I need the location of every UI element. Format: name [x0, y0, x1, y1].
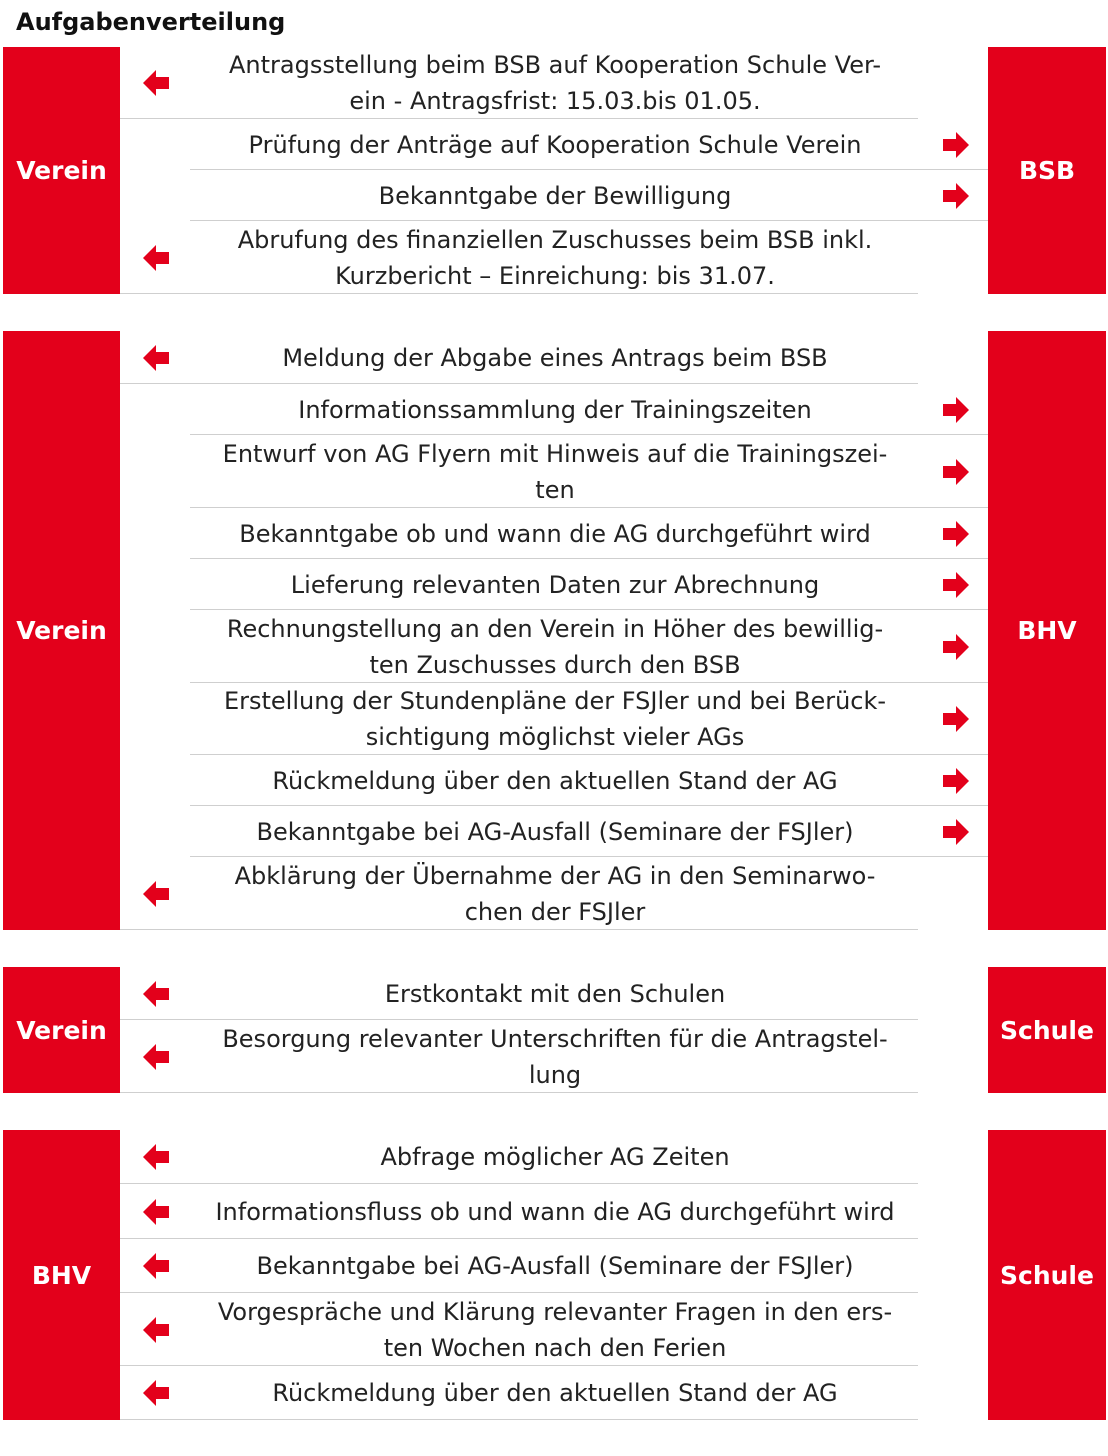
flow-block — [0, 967, 1108, 1093]
arrow-right-icon — [941, 633, 971, 661]
task-row — [190, 857, 920, 930]
arrow-left-icon — [141, 1316, 171, 1344]
arrow-left-icon — [141, 244, 171, 272]
task-row — [190, 967, 920, 1020]
task-row — [190, 755, 920, 806]
arrow-left-icon — [141, 980, 171, 1008]
row-divider — [120, 1419, 918, 1420]
task-text: Lieferung relevanten Daten zur Abrechnung — [290, 570, 820, 599]
task-text: Antragsstellung beim BSB auf Kooperation Schule Ver- ein - Antragsfrist: 15.03.bis 01.05. — [228, 51, 881, 115]
right-party-label: Schule — [988, 1130, 1106, 1420]
arrow-right-icon — [941, 182, 971, 210]
task-text: Bekanntgabe ob und wann die AG durchgeführt wird — [239, 519, 871, 548]
task-text: Bekanntgabe bei AG-Ausfall (Seminare der FSJler) — [256, 817, 854, 846]
task-text: Abklärung der Übernahme der AG in den Seminarwo- chen der FSJler — [234, 861, 876, 926]
task-row — [190, 559, 920, 610]
task-row — [190, 610, 920, 683]
task-text: Erstkontakt mit den Schulen — [384, 979, 726, 1008]
arrow-left-icon — [141, 69, 171, 97]
arrow-right-icon — [941, 396, 971, 424]
arrow-right-icon — [941, 767, 971, 795]
task-row — [190, 384, 920, 435]
task-row — [190, 221, 920, 294]
task-text: Informationssammlung der Trainingszeiten — [298, 395, 812, 424]
left-party-label: Verein — [3, 331, 120, 930]
task-text: Abfrage möglicher AG Zeiten — [380, 1143, 730, 1171]
task-row — [190, 331, 920, 384]
task-text: Entwurf von AG Flyern mit Hinweis auf die Trainingszei- ten — [222, 439, 888, 504]
task-text: Prüfung der Anträge auf Kooperation Schule Verein — [248, 130, 862, 159]
left-party-label: Verein — [3, 47, 120, 294]
task-text: Rechnungstellung an den Verein in Höher des bewillig- ten Zuschusses durch den BSB — [226, 614, 884, 679]
arrow-left-icon — [141, 1143, 171, 1171]
left-party-label: BHV — [3, 1130, 120, 1420]
row-divider — [120, 929, 918, 930]
right-party-label: BSB — [988, 47, 1106, 294]
task-text: Bekanntgabe bei AG-Ausfall (Seminare der FSJler) — [256, 1252, 854, 1280]
arrow-right-icon — [941, 818, 971, 846]
arrow-right-icon — [941, 131, 971, 159]
flow-block — [0, 47, 1108, 294]
task-row — [190, 683, 920, 755]
row-divider — [120, 1092, 918, 1093]
task-text: Rückmeldung über den aktuellen Stand der AG — [272, 766, 838, 795]
arrow-left-icon — [141, 344, 171, 372]
task-row — [190, 1366, 920, 1420]
task-row — [190, 508, 920, 559]
arrow-right-icon — [941, 571, 971, 599]
flow-block — [0, 331, 1108, 930]
flow-block — [0, 1130, 1108, 1420]
task-text: Abrufung des finanziellen Zuschusses beim BSB inkl. Kurzbericht – Einreichung: bis 31.07. — [237, 225, 873, 290]
task-row — [190, 1184, 920, 1239]
task-row — [190, 47, 920, 119]
right-party-label: Schule — [988, 967, 1106, 1093]
left-party-label: Verein — [3, 967, 120, 1093]
task-row — [190, 806, 920, 857]
task-text: Erstellung der Stundenpläne der FSJler und bei Berück- sichtigung möglichst vieler AGs — [223, 687, 887, 751]
arrow-right-icon — [941, 458, 971, 486]
arrow-right-icon — [941, 520, 971, 548]
task-row — [190, 170, 920, 221]
arrow-left-icon — [141, 1198, 171, 1226]
task-text: Besorgung relevanter Unterschriften für die Antragstel- lung — [222, 1024, 888, 1089]
task-row — [190, 1130, 920, 1184]
page-title: Aufgabenverteilung — [16, 8, 286, 36]
task-text: Rückmeldung über den aktuellen Stand der AG — [272, 1379, 838, 1407]
task-row — [190, 435, 920, 508]
arrow-left-icon — [141, 1043, 171, 1071]
row-divider — [120, 293, 918, 294]
arrow-left-icon — [141, 1379, 171, 1407]
right-party-label: BHV — [988, 331, 1106, 930]
task-text: Bekanntgabe der Bewilligung — [378, 181, 732, 210]
arrow-left-icon — [141, 880, 171, 908]
task-text: Vorgespräche und Klärung relevanter Fragen in den ers- ten Wochen nach den Ferien — [217, 1297, 893, 1362]
task-text: Meldung der Abgabe eines Antrags beim BSB — [282, 343, 828, 372]
arrow-right-icon — [941, 705, 971, 733]
task-row — [190, 1020, 920, 1093]
task-row — [190, 1293, 920, 1366]
task-row — [190, 119, 920, 170]
arrow-left-icon — [141, 1252, 171, 1280]
task-row — [190, 1239, 920, 1293]
task-text: Informationsfluss ob und wann die AG durchgeführt wird — [215, 1197, 895, 1226]
